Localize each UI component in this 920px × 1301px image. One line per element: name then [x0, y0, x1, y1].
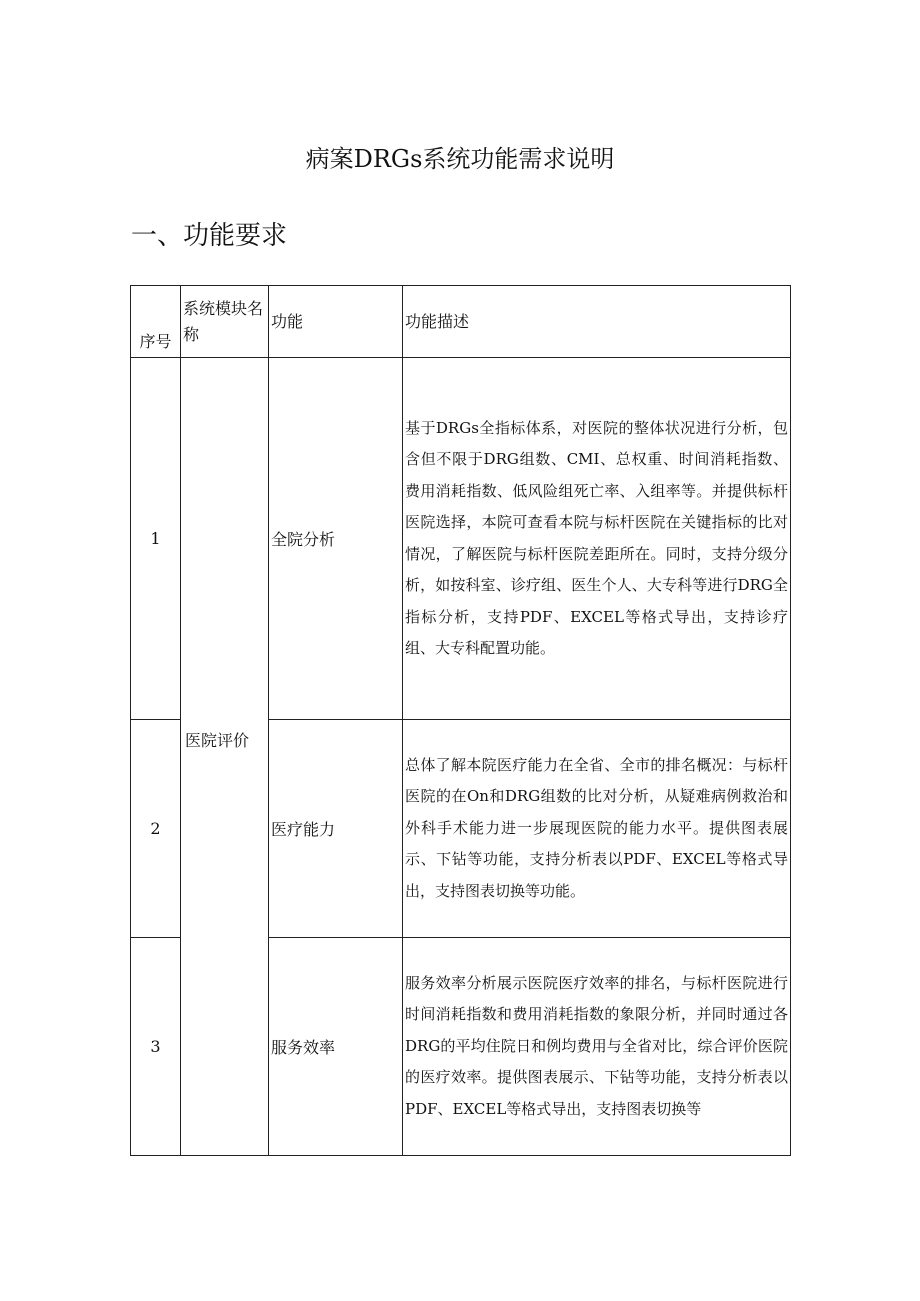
function-name: 服务效率: [269, 938, 403, 1156]
table-header-row: [131, 286, 791, 358]
header-description: 功能描述: [403, 286, 791, 358]
function-name: 全院分析: [269, 358, 403, 720]
function-description: 基于DRGs全指标体系，对医院的整体状况进行分析，包含但不限于DRG组数、CMI、总权重、时间消耗指数、费用消耗指数、低风险组死亡率、入组率等。并提供标杆医院选择，本院可查看本院与标杆医院在关键指标的比对情况，了解医院与标杆医院差距所在。同时，支持分级分析，如按科室、诊疗组、医生个人、大专科等进行DRG全指标分析，支持PDF、EXCEL等格式导出，支持诊疗组、大专科配置功能。: [403, 358, 791, 720]
module-cell: [181, 358, 269, 1156]
section-heading: 一、功能要求: [131, 221, 288, 251]
table-row: [131, 358, 791, 720]
row-number: 3: [131, 938, 181, 1156]
header-function: 功能: [269, 286, 403, 358]
function-description: 总体了解本院医疗能力在全省、全市的排名概况：与标杆医院的在On和DRG组数的比对分析，从疑难病例救治和外科手术能力进一步展现医院的能力水平。提供图表展示、下钻等功能，支持分析表以PDF、EXCEL等格式导出，支持图表切换等功能。: [403, 720, 791, 938]
function-name: 医疗能力: [269, 720, 403, 938]
module-name: 医院评价: [185, 731, 250, 750]
header-no: 序号: [131, 286, 181, 358]
document-title: 病案DRGs系统功能需求说明: [305, 145, 615, 173]
requirements-table: [130, 285, 791, 1156]
row-number: 1: [131, 358, 181, 720]
function-description: 服务效率分析展示医院医疗效率的排名，与标杆医院进行时间消耗指数和费用消耗指数的象限分析，并同时通过各DRG的平均住院日和例均费用与全省对比，综合评价医院的医疗效率。提供图表展示、下钻等功能，支持分析表以PDF、EXCEL等格式导出，支持图表切换等: [403, 938, 791, 1156]
row-number: 2: [131, 720, 181, 938]
header-module: 系统模块名称: [181, 286, 269, 358]
